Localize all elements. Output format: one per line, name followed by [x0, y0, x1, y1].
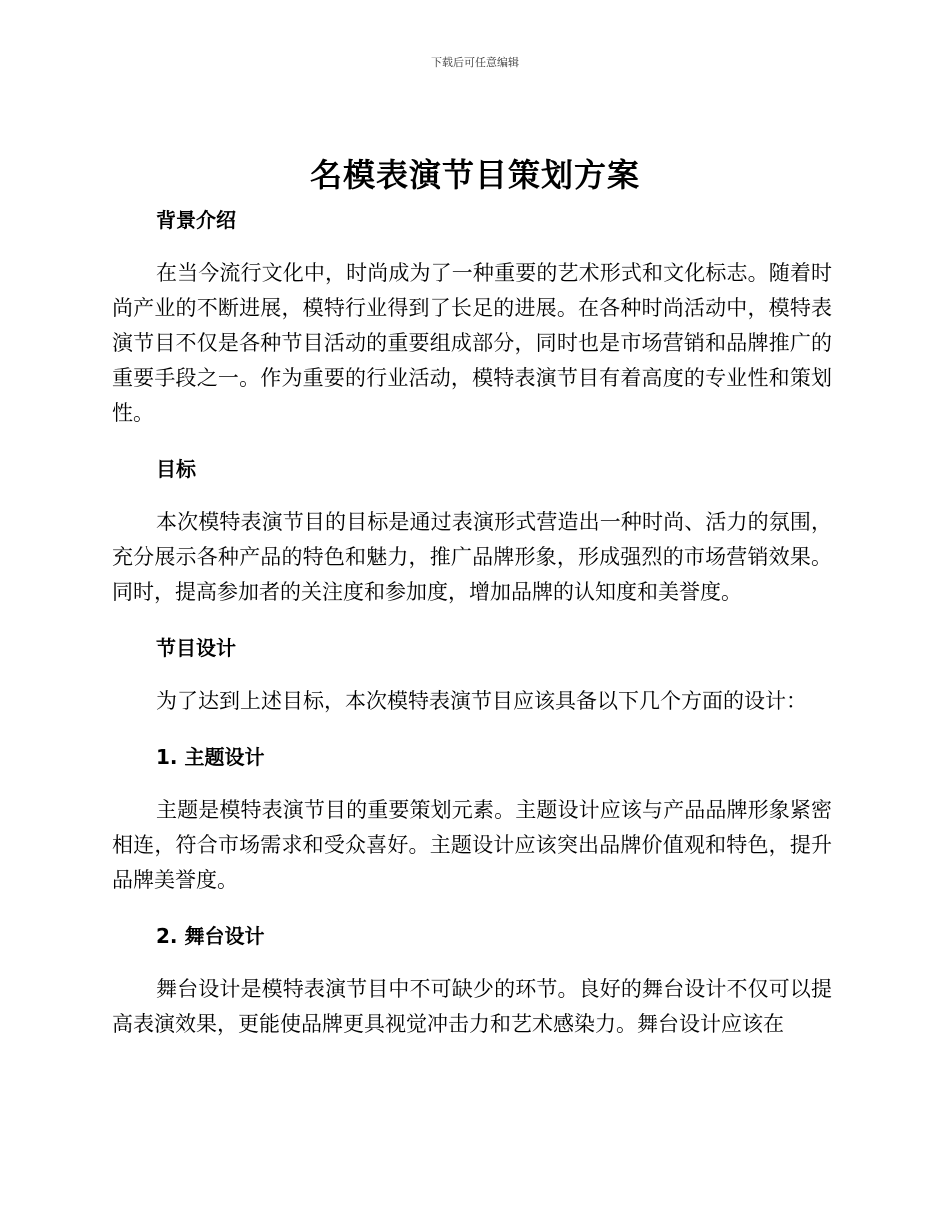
section-heading-goal: 目标	[156, 457, 196, 481]
section-heading-background: 背景介绍	[156, 208, 236, 232]
section-heading-theme-design: 1. 主题设计	[156, 745, 265, 769]
page-header-note: 下载后可任意编辑	[431, 56, 519, 69]
document-title: 名模表演节目策划方案	[309, 156, 640, 194]
section-heading-stage-design: 2. 舞台设计	[156, 924, 265, 948]
document-body	[112, 202, 832, 1042]
section-heading-program-design: 节目设计	[156, 636, 236, 660]
section-paragraph-goal: 本次模特表演节目的目标是通过表演形式营造出一种时尚、活力的氛围，充分展示各种产品的特色和魅力，推广品牌形象，形成强烈的市场营销效果。同时，提高参加者的关注度和参加度，增加品牌的认知度和美誉度。	[112, 510, 832, 604]
section-paragraph-theme-design: 主题是模特表演节目的重要策划元素。主题设计应该与产品品牌形象紧密相连，符合市场需求和受众喜好。主题设计应该突出品牌价值观和特色，提升品牌美誉度。	[112, 798, 832, 892]
section-paragraph-background: 在当今流行文化中，时尚成为了一种重要的艺术形式和文化标志。随着时尚产业的不断进展，模特行业得到了长足的进展。在各种时尚活动中，模特表演节目不仅是各种节目活动的重要组成部分，同时也是市场营销和品牌推广的重要手段之一。作为重要的行业活动，模特表演节目有着高度的专业性和策划性。	[112, 261, 832, 425]
section-paragraph-program-design: 为了达到上述目标，本次模特表演节目应该具备以下几个方面的设计：	[156, 689, 807, 713]
section-paragraph-stage-design: 舞台设计是模特表演节目中不可缺少的环节。良好的舞台设计不仅可以提高表演效果，更能使品牌更具视觉冲击力和艺术感染力。舞台设计应该在	[112, 977, 832, 1036]
